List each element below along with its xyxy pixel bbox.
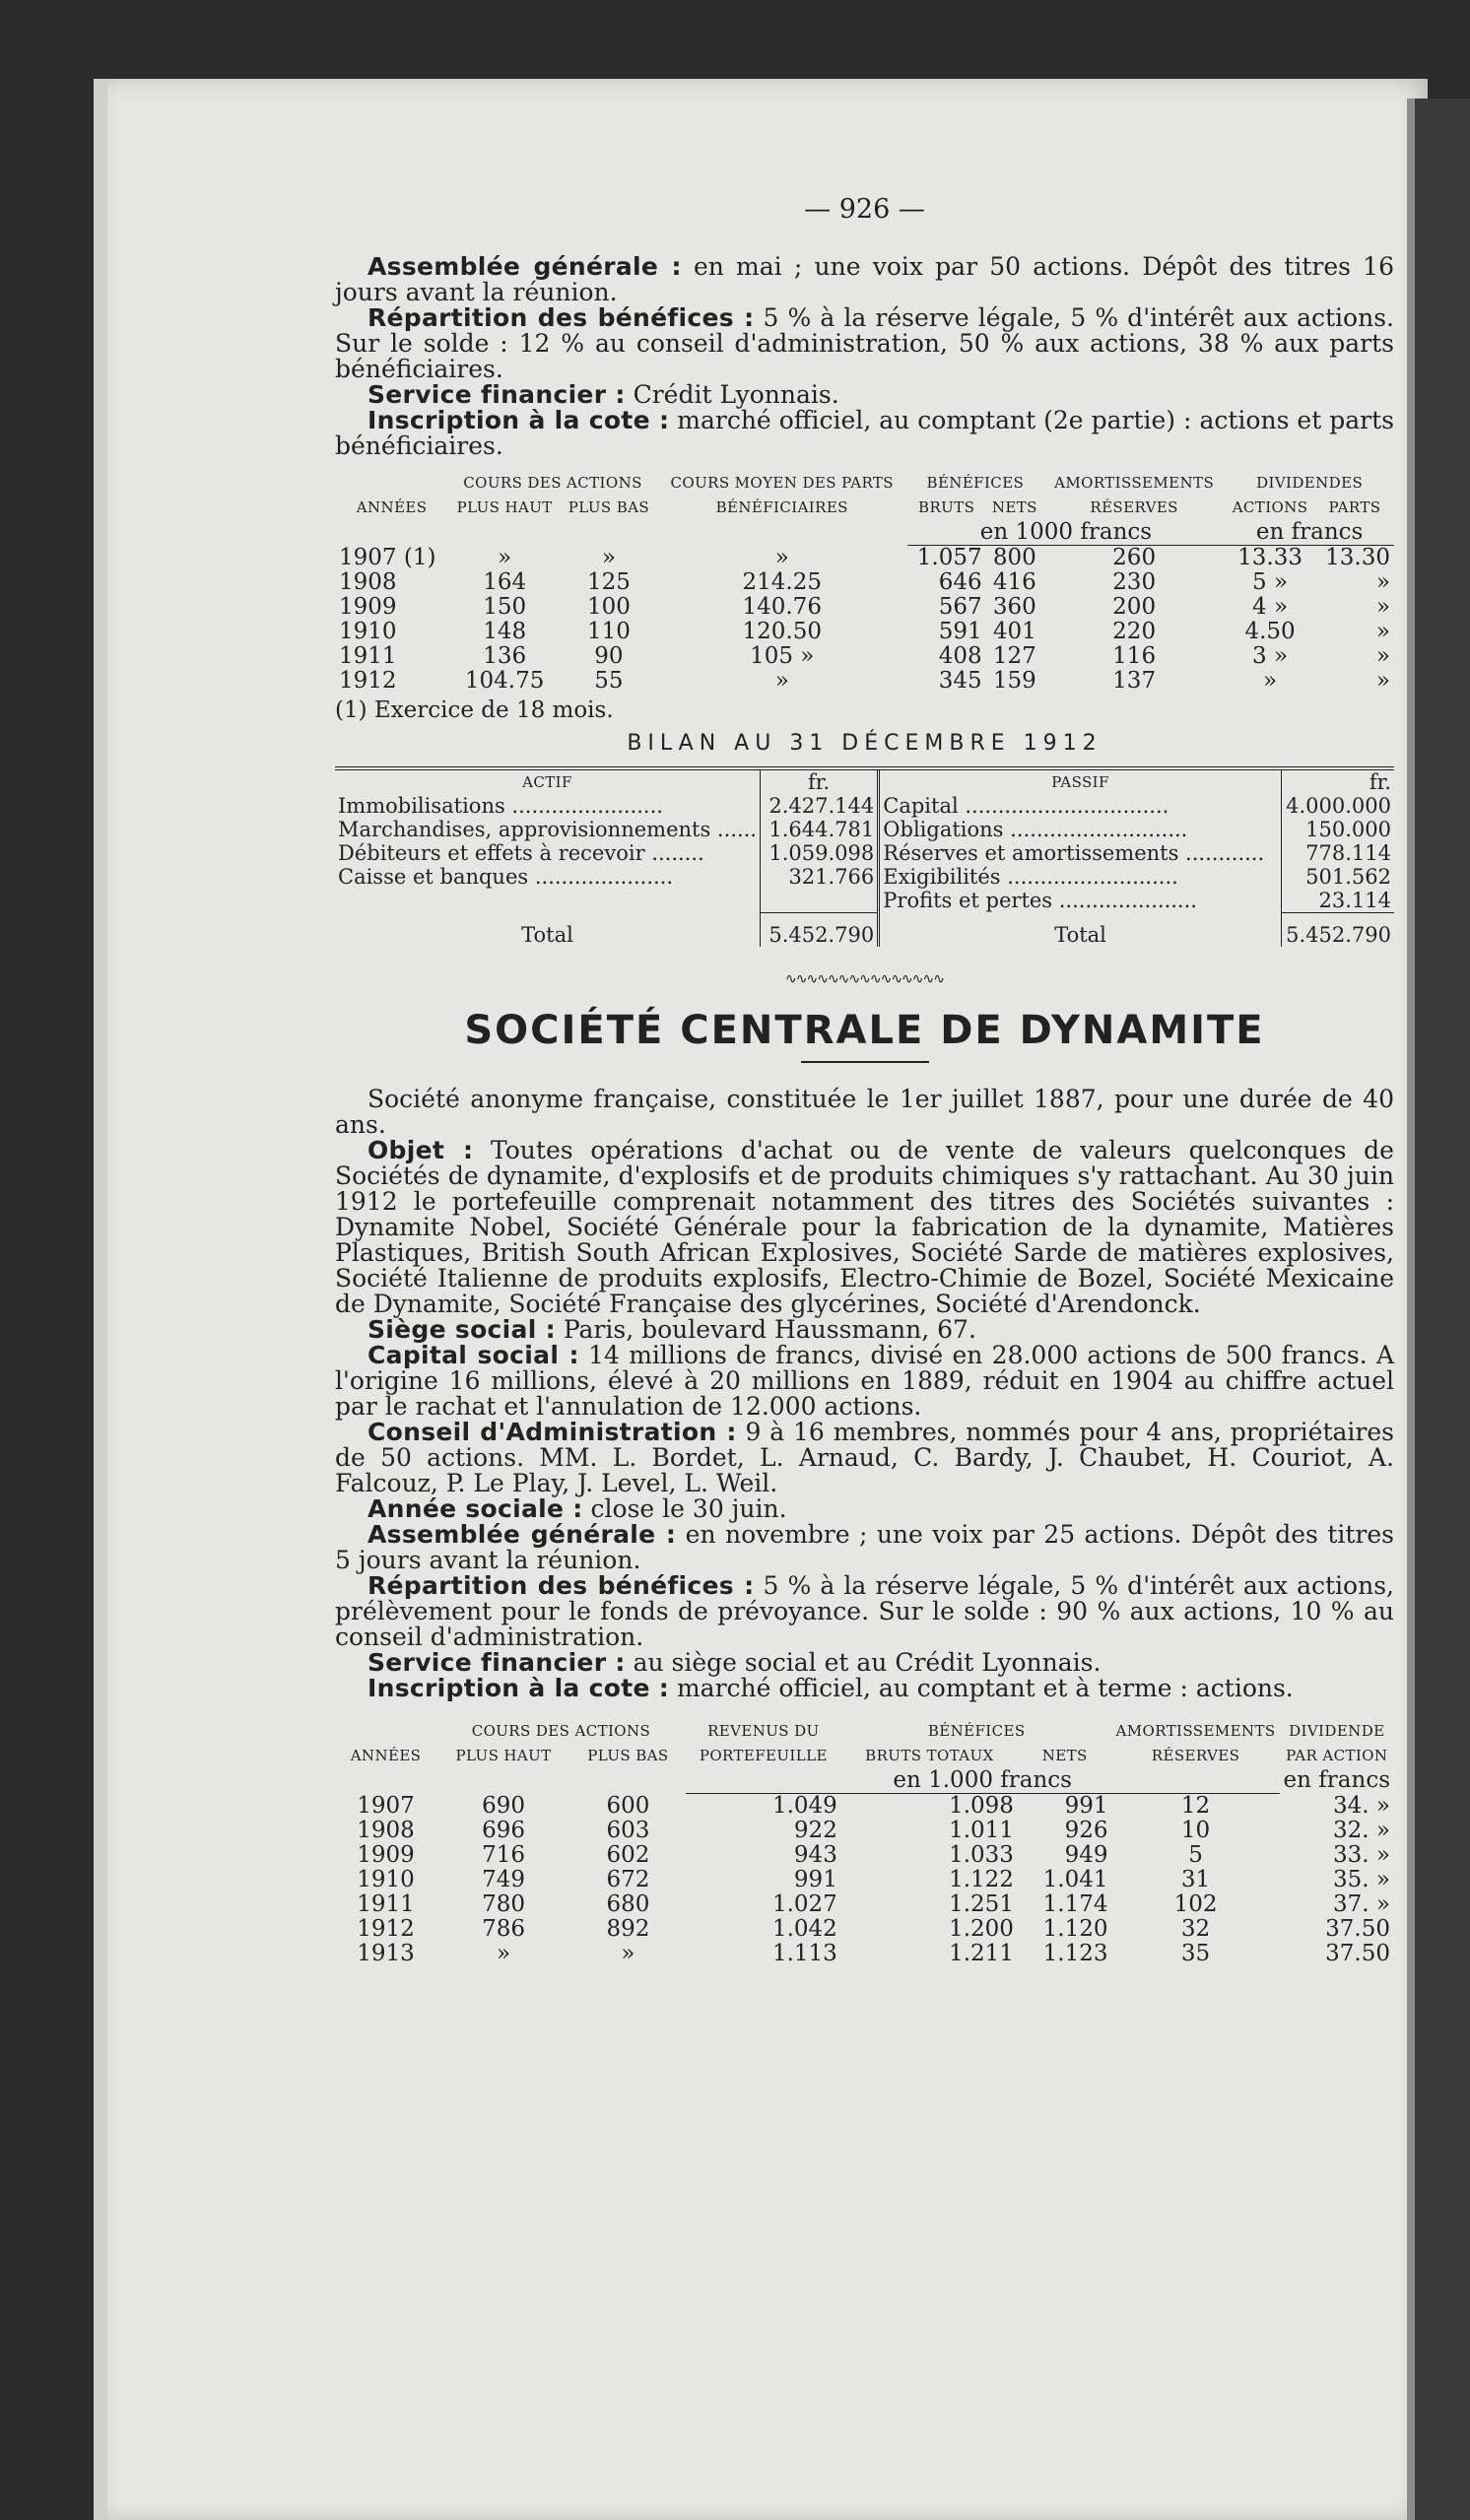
bilan-total-passif: 5.452.790 (1281, 913, 1394, 948)
table-cell: 32. » (1333, 1818, 1390, 1843)
col-cours: COURS DES ACTIONS (463, 474, 642, 492)
table-cell: 120.50 (742, 619, 822, 644)
table-cell: 102 (1173, 1891, 1218, 1917)
page-number: — 926 — (804, 194, 925, 225)
table-cell: 116 (1112, 643, 1157, 669)
col-divid: DIVIDENDES (1256, 474, 1364, 492)
table-cell: 4.50 (1244, 619, 1296, 644)
bilan-passif-label: Capital ............................... (879, 794, 1282, 818)
bilan-actif-value: 1.059.098 (760, 841, 878, 865)
col-beneficiaires: BÉNÉFICIAIRES (715, 498, 848, 516)
col2-divid: DIVIDENDE PAR ACTION (1286, 1722, 1388, 1764)
table-cell: 1907 (357, 1792, 415, 1819)
col2-plusbas: PLUS BAS (587, 1747, 669, 1764)
col-benef: BÉNÉFICES (926, 474, 1025, 492)
table-cell: 127 (992, 643, 1036, 669)
table-cell: 4 » (1252, 594, 1289, 620)
bilan-passif-value: 23.114 (1281, 889, 1394, 913)
table-cell: » (1375, 643, 1390, 669)
bilan-actif-label (335, 889, 760, 913)
table-cell: 32 (1180, 1916, 1211, 1942)
table-cell: 34. » (1333, 1792, 1390, 1819)
table-cell: 200 (1112, 594, 1157, 620)
paragraph-label: Conseil d'Administration : (368, 1418, 737, 1446)
paragraph-label: Inscription à la cote : (368, 406, 670, 434)
table-cell: 1908 (339, 569, 397, 595)
bilan-actif-label: Marchandises, approvisionnements ...... (338, 818, 757, 841)
table-cell: 1912 (357, 1916, 415, 1942)
table-cell: 926 (1064, 1818, 1108, 1843)
table-cell: 800 (992, 545, 1036, 570)
col-amort: AMORTISSEMENTS (1054, 474, 1215, 492)
bilan-actif-label: Immobilisations ....................... (338, 794, 663, 818)
bilan-row (335, 794, 1394, 818)
table-cell: 1.057 (916, 545, 982, 570)
table-cell: 1.251 (949, 1891, 1014, 1917)
bilan-total-actif: 5.452.790 (760, 913, 878, 948)
bilan-table (335, 766, 1394, 947)
table-cell: 602 (606, 1842, 650, 1868)
table-cell: 35. » (1333, 1867, 1390, 1892)
table-cell: 230 (1112, 569, 1157, 595)
table-cell: » (621, 1941, 635, 1966)
paragraph-label: Répartition des bénéfices : (368, 1571, 755, 1600)
col-plusbas: PLUS BAS (568, 498, 650, 516)
unit2-francs: en francs (1283, 1767, 1390, 1794)
table-cell: 408 (938, 643, 982, 669)
paragraph-text: 5 % à la réserve légale, 5 % d'intérêt aux actions. Sur le solde : 12 % au conseil d'administration, 50 % aux actions, 38 % aux parts bénéficiaires. (335, 303, 1394, 383)
table-cell: 1.033 (949, 1842, 1014, 1868)
first-company-paragraph (335, 382, 1394, 408)
bilan-total-label: Total (521, 922, 573, 947)
table-cell: 3 » (1252, 643, 1289, 669)
col2-amort: AMORTISSEMENTS RÉSERVES (1115, 1722, 1276, 1764)
table-cell: 1913 (357, 1941, 415, 1966)
second-company-paragraph (335, 1573, 1394, 1650)
col-parts: PARTS (1328, 498, 1381, 516)
wavy-divider: ∿∿∿∿∿∿∿∿∿∿∿∿∿∿∿ (785, 971, 944, 987)
bilan-passif-label: Exigibilités .......................... (879, 865, 1282, 889)
col-reserves: RÉSERVES (1090, 498, 1178, 516)
col2-benef: BÉNÉFICES (927, 1722, 1026, 1740)
table-cell: » (497, 1941, 511, 1966)
first-company-paragraph (335, 254, 1394, 305)
table-row (335, 570, 1394, 595)
table-cell: 5 (1188, 1842, 1203, 1868)
paragraph-text: Crédit Lyonnais. (625, 380, 839, 409)
table-cell: 13.33 (1237, 545, 1303, 570)
table-row (335, 546, 1394, 571)
table-row (335, 644, 1394, 669)
second-company-paragraph (335, 1138, 1394, 1317)
table-cell: 1910 (339, 619, 397, 644)
table-cell: 1.211 (949, 1941, 1014, 1966)
table-cell: 690 (482, 1792, 526, 1819)
table-cell: » (1375, 594, 1390, 620)
second-company-paragraph (335, 1522, 1394, 1573)
second-company-paragraphs (335, 1087, 1394, 1701)
table-cell: » (601, 544, 616, 570)
paragraph-label: Capital social : (368, 1341, 579, 1369)
col2-plushaut: PLUS HAUT (455, 1747, 552, 1764)
bilan-passif-label: Réserves et amortissements ............ (879, 841, 1282, 865)
table-cell: 991 (793, 1867, 837, 1892)
table-cell: 1911 (339, 643, 397, 669)
col-plushaut: PLUS HAUT (456, 498, 553, 516)
bilan-fr-header-2: fr. (1281, 768, 1394, 794)
table-row (335, 620, 1394, 644)
paragraph-text: marché officiel, au comptant (2e partie) : actions et parts bénéficiaires. (335, 406, 1394, 460)
paragraph-label: Assemblée générale : (368, 1520, 677, 1549)
first-company-rows (335, 546, 1394, 695)
table-cell: » (498, 544, 512, 570)
unit2-1000: en 1.000 francs (686, 1768, 1280, 1794)
table-cell: 31 (1180, 1867, 1211, 1892)
table-cell: 1.123 (1042, 1941, 1108, 1966)
table-cell: 1.113 (771, 1941, 837, 1966)
col-nets: NETS (991, 498, 1037, 516)
table-cell: 1.122 (949, 1867, 1014, 1892)
table-cell: 1908 (357, 1818, 415, 1843)
table-cell: 943 (793, 1842, 837, 1868)
table-row (335, 1942, 1394, 1966)
bilan-row (335, 865, 1394, 889)
bilan-actif-value (760, 889, 878, 913)
table-cell: 5 » (1252, 569, 1289, 595)
paragraph-text: au siège social et au Crédit Lyonnais. (625, 1648, 1102, 1677)
bilan-passif-label: Obligations ........................... (879, 818, 1282, 841)
col2-revenus: REVENUS DU PORTEFEUILLE (699, 1722, 828, 1764)
paragraph-text: 5 % à la réserve légale, 5 % d'intérêt aux actions, prélèvement pour le fonds de prévoyance. Sur le solde : 90 % aux actions, 10 % au conseil d'administration. (335, 1571, 1394, 1651)
col-actions: ACTIONS (1232, 498, 1308, 516)
unit-francs: en francs (1225, 520, 1394, 546)
bilan-row (335, 841, 1394, 865)
second-company-table (335, 1719, 1394, 1966)
table-cell: 1.011 (949, 1818, 1014, 1843)
table-cell: 672 (606, 1867, 650, 1892)
col2-bruts: BRUTS TOTAUX (865, 1747, 994, 1764)
table-cell: 345 (938, 668, 982, 694)
table-cell: 220 (1112, 619, 1157, 644)
paragraph-text: Toutes opérations d'achat ou de vente de valeurs quelconques de Sociétés de dynamite, d'explosifs et de produits chimiques s'y rattachant. Au 30 juin 1912 le portefeuille comprenait notamment des titres des Sociétés suivantes : Dynamite Nobel, Société Générale pour la fabrication de la dynamite, Matières Plastiques, British South African Explosives, Société Sarde de matières explosives, Société Italienne de produits explosifs, Electro-Chimie de Bozel, Société Mexicaine de Dynamite, Société Française des glycérines, Société d'Arendonck. (335, 1136, 1394, 1318)
table-cell: 1912 (339, 668, 397, 694)
first-company-table (335, 471, 1394, 694)
background-edge (1415, 99, 1470, 2520)
footnote: (1) Exercice de 18 mois. (335, 697, 614, 723)
paragraph-text: marché officiel, au comptant et à terme : actions. (669, 1674, 1294, 1702)
table-cell: 12 (1180, 1793, 1211, 1819)
table-cell: 991 (1064, 1793, 1108, 1819)
table-cell: » (1263, 668, 1278, 694)
table-row (335, 1917, 1394, 1942)
table-cell: 260 (1112, 545, 1157, 570)
first-company-paragraph (335, 408, 1394, 459)
table-cell: 214.25 (742, 569, 822, 595)
table-cell: 680 (606, 1891, 650, 1917)
table-cell: » (774, 544, 789, 570)
table-cell: 159 (992, 668, 1036, 694)
table-cell: 148 (483, 619, 527, 644)
col-annees: ANNÉES (356, 498, 428, 516)
paragraph-label: Siège social : (368, 1315, 556, 1344)
table-cell: 1910 (357, 1867, 415, 1892)
table-cell: 749 (482, 1867, 526, 1892)
col2-cours: COURS DES ACTIONS (471, 1722, 651, 1740)
table-cell: 1909 (357, 1842, 415, 1868)
table-cell: » (1375, 619, 1390, 644)
col2-annees: ANNÉES (350, 1747, 422, 1764)
table-cell: 150 (483, 594, 527, 620)
bilan-total-label-2: Total (879, 913, 1282, 948)
bilan-row (335, 818, 1394, 841)
table-cell: 1907 (1) (339, 544, 436, 570)
table-cell: 603 (606, 1818, 650, 1843)
second-company-paragraph (335, 1087, 1394, 1138)
company-title: SOCIÉTÉ CENTRALE DE DYNAMITE (464, 1008, 1265, 1053)
table-cell: 1.049 (771, 1793, 837, 1819)
table-row (335, 1819, 1394, 1843)
table-cell: 164 (483, 569, 527, 595)
paragraph-label: Service financier : (368, 380, 626, 409)
table-cell: 1.041 (1042, 1867, 1108, 1892)
table-cell: 716 (482, 1842, 526, 1868)
table-cell: 37. » (1333, 1891, 1390, 1917)
table-cell: 401 (992, 619, 1036, 644)
table-cell: 110 (586, 619, 631, 644)
paragraph-label: Inscription à la cote : (368, 1674, 670, 1702)
table-cell: 105 » (750, 643, 815, 669)
table-cell: 567 (938, 594, 982, 620)
second-company-paragraph (335, 1317, 1394, 1343)
table-cell: 591 (938, 619, 982, 644)
bilan-passif-header: PASSIF (879, 768, 1282, 794)
first-company-section (335, 254, 1394, 1966)
paragraph-label: Année sociale : (368, 1494, 583, 1523)
first-company-paragraph (335, 305, 1394, 382)
second-company-rows (335, 1794, 1394, 1967)
table-row (335, 1843, 1394, 1868)
bilan-passif-value: 778.114 (1281, 841, 1394, 865)
table-cell: 1909 (339, 594, 397, 620)
paragraph-text: en novembre ; une voix par 25 actions. Dépôt des titres 5 jours avant la réunion. (335, 1520, 1394, 1574)
paragraph-text: close le 30 juin. (582, 1494, 787, 1523)
table-cell: 55 (594, 668, 624, 694)
second-company-paragraph (335, 1496, 1394, 1522)
table-cell: 90 (594, 643, 624, 669)
paragraph-label: Service financier : (368, 1648, 626, 1677)
table-cell: 360 (992, 594, 1036, 620)
unit-1000: en 1000 francs (907, 520, 1226, 546)
table-cell: 1.098 (949, 1793, 1014, 1819)
bilan-passif-value: 501.562 (1281, 865, 1394, 889)
bilan-rows (335, 794, 1394, 913)
table-cell: 33. » (1333, 1842, 1390, 1868)
second-company-paragraph (335, 1676, 1394, 1701)
bilan-row (335, 889, 1394, 913)
table-cell: 780 (482, 1891, 526, 1917)
bilan-passif-value: 150.000 (1281, 818, 1394, 841)
paragraph-label: Assemblée générale : (368, 252, 682, 281)
paragraph-text: Société anonyme française, constituée le 1er juillet 1887, pour une durée de 40 ans. (335, 1085, 1394, 1139)
col-bruts: BRUTS (918, 498, 975, 516)
bilan-fr-header: fr. (760, 768, 878, 794)
paragraph-label: Objet : (368, 1136, 474, 1164)
table-cell: 1.120 (1042, 1916, 1108, 1942)
table-cell: 892 (606, 1916, 650, 1942)
table-cell: 125 (586, 569, 631, 595)
table-cell: 13.30 (1325, 545, 1390, 570)
table-row (335, 1892, 1394, 1917)
table-cell: 786 (482, 1916, 526, 1942)
table-cell: 1.027 (771, 1891, 837, 1917)
table-cell: 104.75 (464, 668, 545, 694)
table-cell: 137 (1112, 668, 1157, 694)
paragraph-text: 9 à 16 membres, nommés pour 4 ans, propriétaires de 50 actions. MM. L. Bordet, L. Arnaud, C. Bardy, J. Chaubet, H. Couriot, A. Falcouz, P. Le Play, J. Level, L. Weil. (335, 1418, 1394, 1497)
table-cell: 37.50 (1325, 1916, 1390, 1942)
table-cell: 416 (992, 569, 1036, 595)
table-cell: 600 (606, 1792, 650, 1819)
second-company-paragraph (335, 1343, 1394, 1420)
table-row (335, 595, 1394, 620)
table-cell: 35 (1180, 1941, 1211, 1966)
table-cell: 1911 (357, 1891, 415, 1917)
table-cell: 1.042 (771, 1916, 837, 1942)
bilan-actif-value: 321.766 (760, 865, 878, 889)
table-cell: 922 (793, 1818, 837, 1843)
bilan-actif-value: 2.427.144 (760, 794, 878, 818)
paragraph-text: en mai ; une voix par 50 actions. Dépôt des titres 16 jours avant la réunion. (335, 252, 1394, 306)
table-cell: 1.200 (949, 1916, 1014, 1942)
bilan-actif-label: Caisse et banques ..................... (338, 865, 674, 889)
first-company-paragraphs (335, 254, 1394, 459)
bilan-passif-value: 4.000.000 (1281, 794, 1394, 818)
paragraph-label: Répartition des bénéfices : (368, 303, 755, 332)
table-cell: 696 (482, 1818, 526, 1843)
table-cell: 37.50 (1325, 1941, 1390, 1966)
table-cell: » (1375, 569, 1390, 595)
bilan-actif-value: 1.644.781 (760, 818, 878, 841)
table-cell: 140.76 (742, 594, 822, 620)
bilan-actif-label: Débiteurs et effets à recevoir ........ (338, 841, 704, 865)
bilan-actif-header: ACTIF (522, 773, 572, 791)
table-cell: 100 (586, 594, 631, 620)
table-cell: » (1375, 668, 1390, 694)
table-cell: 949 (1064, 1842, 1108, 1868)
table-row (335, 1794, 1394, 1820)
table-cell: 1.174 (1042, 1891, 1108, 1917)
table-cell: » (774, 668, 789, 694)
paragraph-text: 14 millions de francs, divisé en 28.000 actions de 500 francs. A l'origine 16 millions, élevé à 20 millions en 1889, réduit en 1904 au chiffre actuel par le rachat et l'annulation de 12.000 actions. (335, 1341, 1394, 1421)
second-company-paragraph (335, 1420, 1394, 1496)
table-cell: 136 (483, 643, 527, 669)
table-cell: 646 (938, 569, 982, 595)
bilan-title: BILAN AU 31 DÉCEMBRE 1912 (627, 731, 1102, 756)
table-row (335, 669, 1394, 694)
col2-nets: NETS (1041, 1747, 1088, 1764)
paragraph-text: Paris, boulevard Haussmann, 67. (555, 1315, 976, 1344)
title-rule (801, 1061, 929, 1063)
table-cell: 10 (1180, 1818, 1211, 1843)
bilan-passif-label: Profits et pertes ..................... (879, 889, 1282, 913)
second-company-paragraph (335, 1650, 1394, 1676)
table-row (335, 1868, 1394, 1892)
col-moyen: COURS MOYEN DES PARTS (670, 474, 894, 492)
